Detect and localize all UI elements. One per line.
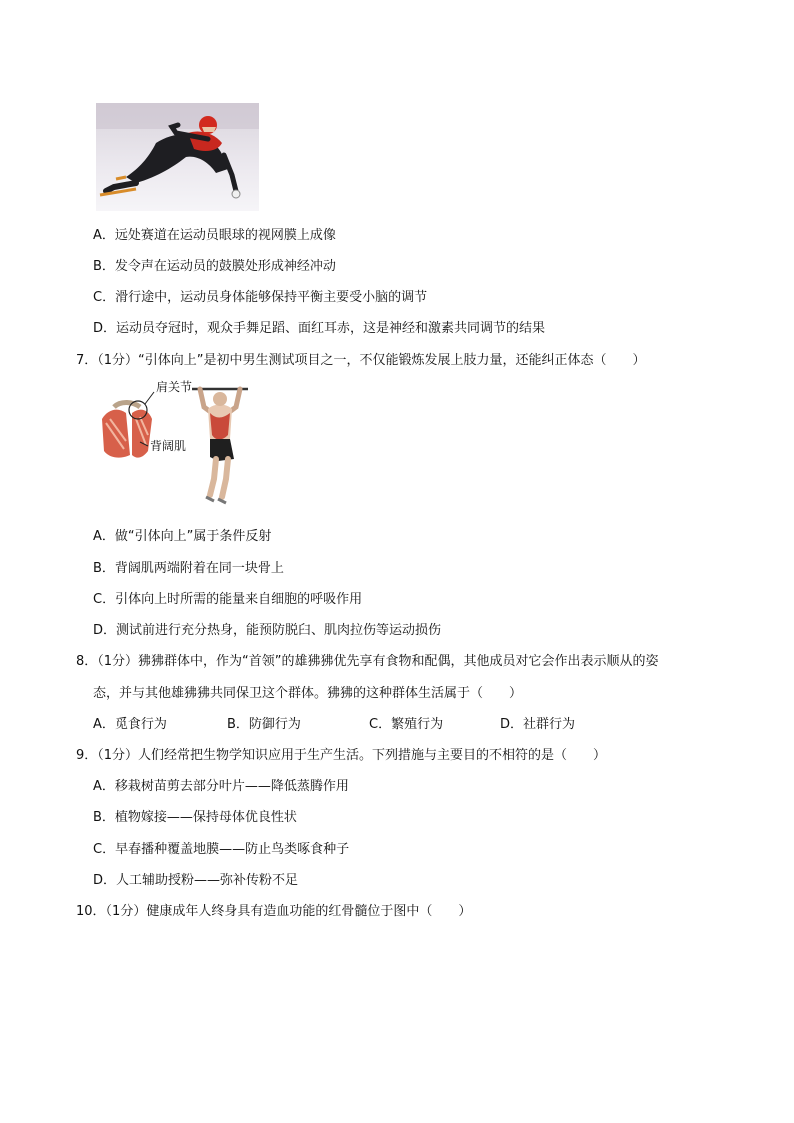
q9-option-c: C．早春播种覆盖地膜——防止鸟类啄食种子 xyxy=(93,842,350,857)
q8-option-c: C．繁殖行为 xyxy=(369,717,444,732)
q9-option-d: D．人工辅助授粉——弥补传粉不足 xyxy=(93,873,299,888)
option-a-text: A．远处赛道在运动员眼球的视网膜上成像 xyxy=(93,228,336,243)
shoulder-joint-label: 肩关节 xyxy=(156,380,193,394)
latissimus-label: 背阔肌 xyxy=(150,439,187,453)
question-9-stem: 9．（1分）人们经常把生物学知识应用于生产生活。下列措施与主要目的不相符的是（ ） xyxy=(76,748,607,763)
option-d-text: D．运动员夺冠时，观众手舞足蹈、面红耳赤，这是神经和激素共同调节的结果 xyxy=(93,321,546,336)
q7-option-a: A．做“引体向上”属于条件反射 xyxy=(93,529,272,544)
q7-option-c: C．引体向上时所需的能量来自细胞的呼吸作用 xyxy=(93,592,363,607)
question-10-stem: 10．（1分）健康成年人终身具有造血功能的红骨髓位于图中（ ） xyxy=(76,904,472,919)
pull-up-figure xyxy=(96,379,266,511)
q8-options-row xyxy=(93,716,653,734)
question-8-stem-line2: 态，并与其他雄狒狒共同保卫这个群体。狒狒的这种群体生活属于（ ） xyxy=(93,686,523,701)
question-8-stem-line1: 8．（1分）狒狒群体中，作为“首领”的雄狒狒优先享有食物和配偶，其他成员对它会作出表示顺从的姿 xyxy=(76,654,659,669)
option-b-text: B．发令声在运动员的鼓膜处形成神经冲动 xyxy=(93,259,336,274)
q7-option-d: D．测试前进行充分热身，能预防脱臼、肌肉拉伤等运动损伤 xyxy=(93,623,442,638)
option-c-text: C．滑行途中，运动员身体能够保持平衡主要受小脑的调节 xyxy=(93,290,428,305)
q8-option-d: D．社群行为 xyxy=(500,717,576,732)
q8-option-b: B．防御行为 xyxy=(227,717,301,732)
q9-option-b: B．植物嫁接——保持母体优良性状 xyxy=(93,810,297,825)
back-muscle-diagram xyxy=(102,403,152,458)
q9-option-a: A．移栽树苗剪去部分叶片——降低蒸腾作用 xyxy=(93,779,349,794)
speed-skater-photo xyxy=(96,103,259,211)
question-7-stem: 7．（1分）“引体向上”是初中男生测试项目之一，不仅能锻炼发展上肢力量，还能纠正体态（ ） xyxy=(76,353,646,368)
q7-option-b: B．背阔肌两端附着在同一块骨上 xyxy=(93,561,284,576)
q8-option-a: A．觅食行为 xyxy=(93,717,167,732)
